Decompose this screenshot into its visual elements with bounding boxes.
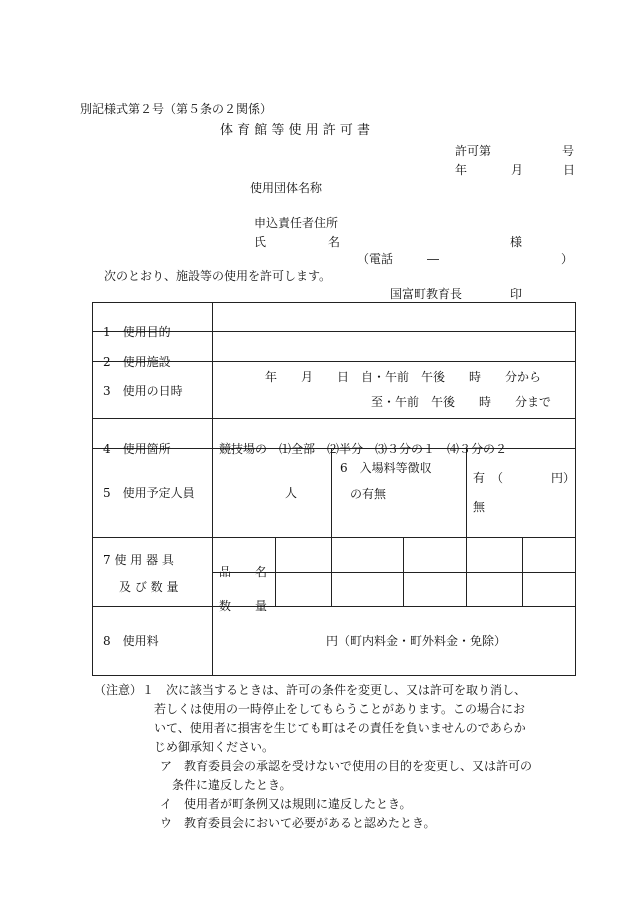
permit-number-suffix: 号 (562, 144, 575, 158)
note-line: いて、使用者に損害を生じても町はその責任を負いませんのであらか (154, 721, 526, 735)
datetime-field[interactable] (213, 362, 576, 419)
admission-fee-label: 6 入場料等徴収 (340, 461, 432, 475)
item-name-cell[interactable] (404, 538, 467, 573)
row-purpose (93, 303, 576, 332)
name-label-shi: 氏 (254, 235, 267, 249)
note-line: じめ御承知ください。 (154, 740, 275, 754)
item-name-label: 品 名 (219, 564, 268, 579)
date-day: 日 (563, 163, 576, 177)
item-name-cell[interactable] (467, 538, 523, 573)
area-options: 競技場の ⑴全部 ⑵半分 ⑶３分の１ ⑷３分の２ (219, 441, 508, 456)
item-name-cell[interactable] (276, 538, 332, 573)
fee-options: 円（町内料金・町外料金・免除） (326, 634, 507, 648)
applicant-address-label: 申込責任者住所 (254, 216, 339, 230)
fee-field[interactable] (213, 607, 576, 676)
attendance-label: 5 使用予定人員 (103, 486, 195, 500)
quantity-cell[interactable] (276, 572, 332, 607)
date-year: 年 (455, 163, 468, 177)
document-title: 体 育 館 等 使 用 許 可 書 (220, 123, 371, 138)
notes-section (94, 681, 532, 833)
admission-fee-label-2: の有無 (350, 487, 387, 501)
note-line: （注意）１ 次に該当するときは、許可の条件を変更し、又は許可を取り消し、 (94, 683, 527, 697)
equipment-label: 7 使 用 器 具 (103, 553, 174, 567)
group-name-label: 使用団体名称 (250, 181, 323, 195)
purpose-label: 1 使用目的 (103, 325, 171, 339)
quantity-cell[interactable] (332, 572, 404, 607)
facility-label: 2 使用施設 (103, 354, 171, 369)
admission-fee-no: 無 (473, 500, 486, 514)
quantity-cell[interactable] (467, 572, 523, 607)
note-item-a-cont: 条件に違反したとき。 (172, 778, 292, 792)
note-item-a: ア 教育委員会の承認を受けないで使用の目的を変更し、又は許可の (160, 759, 533, 773)
phone-close: ） (561, 252, 574, 266)
row-area (93, 419, 576, 449)
issuer: 国富町教育長 (390, 287, 463, 301)
attendance-field[interactable] (213, 449, 332, 538)
note-line: 若しくは使用の一時停止をしてもらうことがあります。この場合にお (154, 702, 526, 716)
name-label-mei: 名 (328, 235, 341, 249)
quantity-cell[interactable] (523, 572, 576, 607)
row-datetime (93, 362, 576, 419)
attendance-unit: 人 (285, 486, 298, 500)
item-name-cell[interactable] (332, 538, 404, 573)
fee-label: 8 使用料 (103, 634, 159, 648)
phone-dash: ― (427, 252, 439, 266)
purpose-field[interactable] (213, 303, 576, 332)
usage-permit-table (92, 302, 576, 676)
equipment-label-2: 及 び 数 量 (119, 580, 179, 594)
facility-field[interactable] (213, 332, 576, 362)
quantity-cell[interactable] (404, 572, 467, 607)
admission-fee-field[interactable] (467, 449, 576, 538)
datetime-to: 至・午前 午後 時 分まで (371, 395, 552, 409)
datetime-label: 3 使用の日時 (103, 384, 183, 398)
area-field[interactable] (213, 419, 576, 456)
row-attendance (93, 449, 576, 538)
sama-label: 様 (510, 235, 523, 249)
seal-mark: 印 (510, 287, 523, 301)
note-item-u: ウ 教育委員会において必要があると認めたとき。 (160, 816, 436, 830)
admission-fee-yes: 有 （ 円） (473, 471, 576, 485)
permit-statement: 次のとおり、施設等の使用を許可します。 (104, 269, 332, 283)
datetime-from: 年 月 日 自・午前 午後 時 分から (265, 370, 542, 384)
permit-number-prefix: 許可第 (455, 144, 492, 158)
area-label: 4 使用箇所 (103, 441, 171, 456)
date-month: 月 (511, 163, 524, 177)
row-fee (93, 607, 576, 676)
quantity-label: 数 量 (219, 599, 268, 614)
form-label: 別記様式第２号（第５条の２関係） (80, 102, 273, 116)
note-item-i: イ 使用者が町条例又は規則に違反したとき。 (160, 797, 412, 811)
row-equipment-names (93, 538, 576, 573)
row-facility (93, 332, 576, 362)
phone-open: （電話 (357, 252, 394, 266)
item-name-cell[interactable] (523, 538, 576, 573)
